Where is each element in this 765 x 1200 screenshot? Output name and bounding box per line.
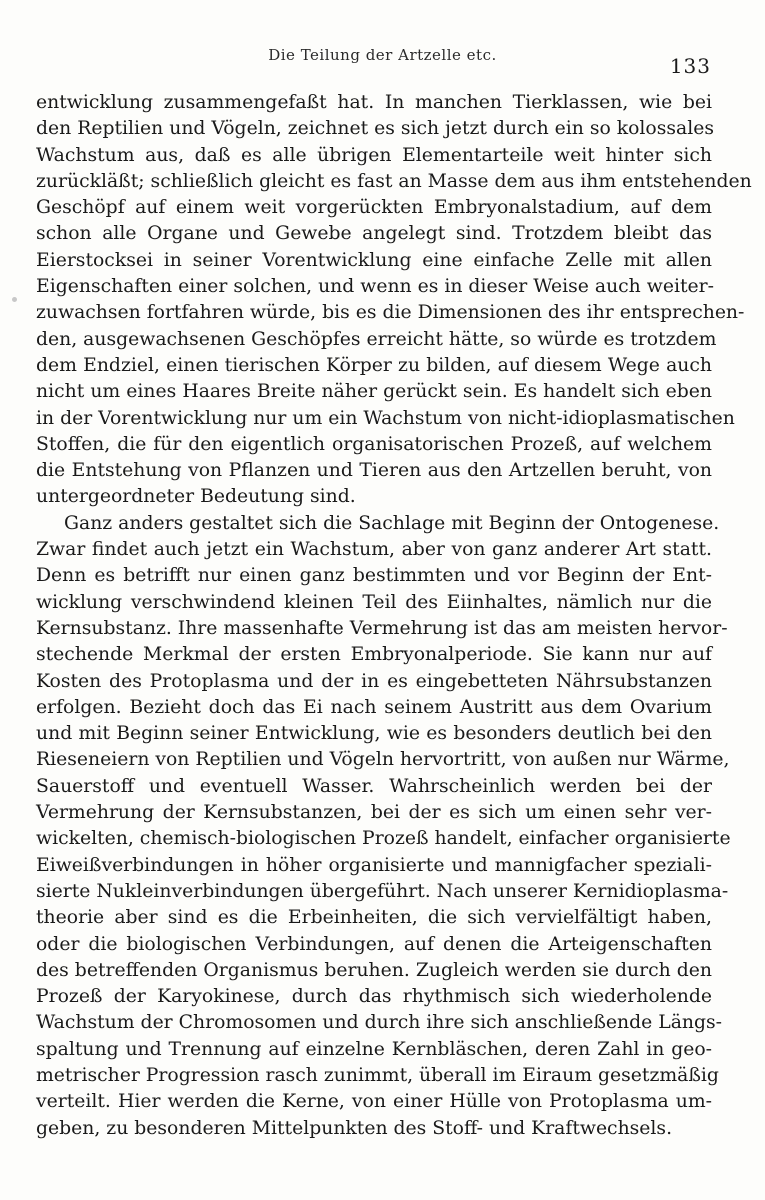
text-line: Sauerstoff und eventuell Wasser. Wahrscheinlich werden bei der <box>36 775 712 797</box>
text-line: den Reptilien und Vögeln, zeichnet es sich jetzt durch ein so kolossales <box>36 118 714 140</box>
paragraph-1 <box>36 90 752 511</box>
text-line: Kosten des Protoplasma und der in es eingebetteten Nährsubstanzen <box>36 670 712 692</box>
text-line: spaltung und Trennung auf einzelne Kernbläschen, deren Zahl in geo- <box>36 1038 712 1060</box>
text-line: verteilt. Hier werden die Kerne, von einer Hülle von Protoplasma um- <box>36 1091 712 1113</box>
text-line: Kernsubstanz. Ihre massenhafte Vermehrung ist das am meisten hervor- <box>36 617 728 639</box>
text-line: Wachstum aus, daß es alle übrigen Elementarteile weit hinter sich <box>36 144 712 166</box>
text-line: Rieseneiern von Reptilien und Vögeln hervortritt, von außen nur Wärme, <box>36 749 730 771</box>
text-line: in der Vorentwicklung nur um ein Wachstum von nicht-idioplasmatischen <box>36 407 735 429</box>
text-line: theorie aber sind es die Erbeinheiten, die sich vervielfältigt haben, <box>36 907 712 929</box>
text-line: Eierstocksei in seiner Vorentwicklung eine einfache Zelle mit allen <box>36 249 712 271</box>
paragraph-2 <box>36 511 731 1142</box>
text-line: Eiweißverbindungen in höher organisierte und mannigfacher speziali- <box>36 854 712 876</box>
text-line: Wachstum der Chromosomen und durch ihre sich anschließende Längs- <box>36 1012 723 1034</box>
text-line: metrischer Progression rasch zunimmt, überall im Eiraum gesetzmäßig <box>36 1064 719 1086</box>
page-number: 133 <box>669 54 711 78</box>
text-line: stechende Merkmal der ersten Embryonalperiode. Sie kann nur auf <box>36 644 712 666</box>
text-line: den, ausgewachsenen Geschöpfes erreicht hätte, so würde es trotzdem <box>36 328 717 350</box>
text-line: wickelten, chemisch-biologischen Prozeß handelt, einfacher organisierte <box>36 828 731 850</box>
text-line: Geschöpf auf einem weit vorgerückten Embryonalstadium, auf dem <box>36 197 712 219</box>
text-line: sierte Nukleinverbindungen übergeführt. Nach unserer Kernidioplasma- <box>36 880 729 902</box>
text-line: geben, zu besonderen Mittelpunkten des Stoff- und Kraftwechsels. <box>36 1117 673 1139</box>
text-line: Vermehrung der Kernsubstanzen, bei der es sich um einen sehr ver- <box>36 802 712 824</box>
text-line: die Entstehung von Pflanzen und Tieren aus den Artzellen beruht, von <box>36 460 712 482</box>
text-line: nicht um eines Haares Breite näher gerückt sein. Es handelt sich eben <box>36 381 712 403</box>
text-line: dem Endziel, einen tierischen Körper zu bilden, auf diesem Wege auch <box>36 354 712 376</box>
text-line: oder die biologischen Verbindungen, auf denen die Arteigenschaften <box>36 933 712 955</box>
running-head: Die Teilung der Artzelle etc. <box>268 46 497 64</box>
text-line: und mit Beginn seiner Entwicklung, wie es besonders deutlich bei den <box>36 723 712 745</box>
text-line: Ganz anders gestaltet sich die Sachlage mit Beginn der Ontogenese. <box>64 512 720 534</box>
paper-speck <box>12 297 17 302</box>
text-line: Stoffen, die für den eigentlich organisatorischen Prozeß, auf welchem <box>36 433 712 455</box>
text-line: Zwar findet auch jetzt ein Wachstum, aber von ganz anderer Art statt. <box>36 539 712 561</box>
text-line: entwicklung zusammengefaßt hat. In manchen Tierklassen, wie bei <box>36 92 712 113</box>
text-line: Eigenschaften einer solchen, und wenn es in dieser Weise auch weiter- <box>36 276 714 298</box>
text-line: schon alle Organe und Gewebe angelegt sind. Trotzdem bleibt das <box>36 223 712 245</box>
text-line: zurückläßt; schließlich gleicht es fast an Masse dem aus ihm entstehenden <box>36 170 752 192</box>
text-line: untergeordneter Bedeutung sind. <box>36 486 356 508</box>
text-line: Prozeß der Karyokinese, durch das rhythmisch sich wiederholende <box>36 986 712 1008</box>
text-line: des betreffenden Organismus beruhen. Zugleich werden sie durch den <box>36 959 712 981</box>
body-text <box>36 90 752 1142</box>
text-line: erfolgen. Bezieht doch das Ei nach seinem Austritt aus dem Ovarium <box>36 696 712 718</box>
text-line: wicklung verschwindend kleinen Teil des Eiinhaltes, nämlich nur die <box>36 591 712 613</box>
text-line: Denn es betrifft nur einen ganz bestimmten und vor Beginn der Ent- <box>36 565 712 587</box>
text-line: zuwachsen fortfahren würde, bis es die Dimensionen des ihr entsprechen- <box>36 302 745 324</box>
